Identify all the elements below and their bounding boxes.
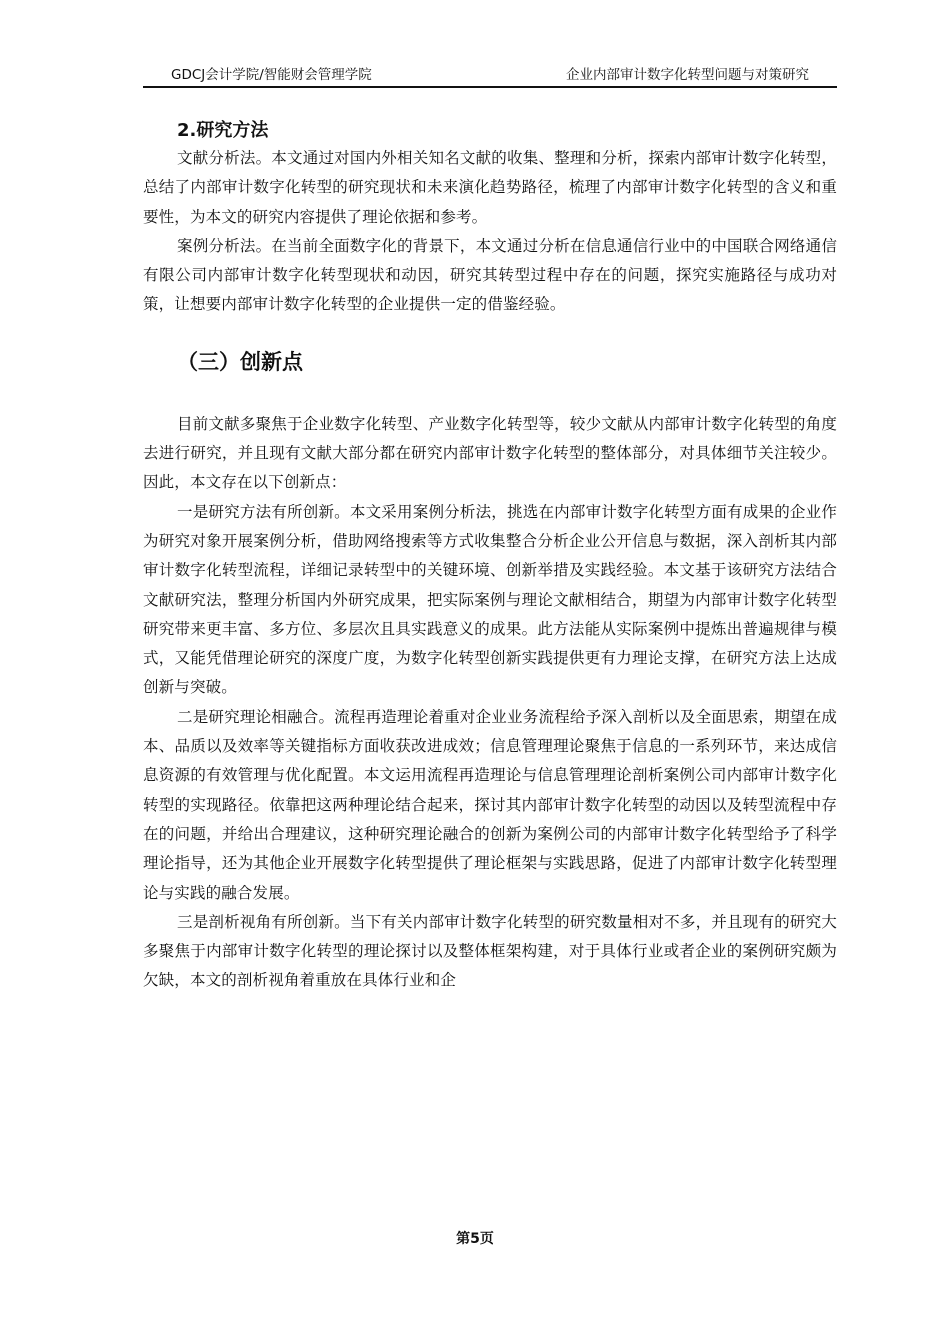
spacer [143,377,837,410]
paragraph-innovation-intro: 目前文献多聚焦于企业数字化转型、产业数字化转型等，较少文献从内部审计数字化转型的角度去进行研究，并且现有文献大部分都在研究内部审计数字化转型的整体部分，对具体细节关注较少。因此，本文存在以下创新点： [143,414,837,492]
paragraph-case-analysis: 案例分析法。在当前全面数字化的背景下，本文通过分析在信息通信行业中的中国联合网络通信有限公司内部审计数字化转型现状和动因，研究其转型过程中存在的问题，探究实施路径与成功对策，让想要内部审计数字化转型的企业提供一定的借鉴经验。 [143,236,837,314]
page-header [143,66,837,86]
method-heading: 2.研究方法 [177,120,269,141]
header-institution: GDCJ会计学院/智能财会管理学院 [171,67,372,83]
innovation-heading: （三）创新点 [177,349,303,374]
header-thesis-title: 企业内部审计数字化转型问题与对策研究 [566,67,809,83]
header-rule [143,86,837,88]
paragraph-innovation-method: 一是研究方法有所创新。本文采用案例分析法，挑选在内部审计数字化转型方面有成果的企业作为研究对象开展案例分析，借助网络搜索等方式收集整合分析企业公开信息与数据，深入剖析其内部审计数字化转型流程，详细记录转型中的关键环境、创新举措及实践经验。本文基于该研究方法结合文献研究法，整理分析国内外研究成果，把实际案例与理论文献相结合，期望为内部审计数字化转型研究带来更丰富、多方位、多层次且具实践意义的成果。此方法能从实际案例中提炼出普遍规律与模式，又能凭借理论研究的深度广度，为数字化转型创新实践提供更有力理论支撑，在研究方法上达成创新与突破。 [143,502,837,697]
page-number: 第5页 [456,1231,494,1247]
paragraph-innovation-theory: 二是研究理论相融合。流程再造理论着重对企业业务流程给予深入剖析以及全面思索，期望在成本、品质以及效率等关键指标方面收获改进成效；信息管理理论聚焦于信息的一系列环节，来达成信息资源的有效管理与优化配置。本文运用流程再造理论与信息管理理论剖析案例公司内部审计数字化转型的实现路径。依靠把这两种理论结合起来，探讨其内部审计数字化转型的动因以及转型流程中存在的问题，并给出合理建议，这种研究理论融合的创新为案例公司的内部审计数字化转型给予了科学理论指导，还为其他企业开展数字化转型提供了理论框架与实践思路，促进了内部审计数字化转型理论与实践的融合发展。 [143,707,837,902]
paragraph-innovation-perspective: 三是剖析视角有所创新。当下有关内部审计数字化转型的研究数量相对不多，并且现有的研究大多聚焦于内部审计数字化转型的理论探讨以及整体框架构建，对于具体行业或者企业的案例研究颇为欠缺，本文的剖析视角着重放在具体行业和企 [143,912,837,990]
page-body [143,118,837,996]
spacer [143,320,837,347]
paragraph-literature-analysis: 文献分析法。本文通过对国内外相关知名文献的收集、整理和分析，探索内部审计数字化转型，总结了内部审计数字化转型的研究现状和未来演化趋势路径，梳理了内部审计数字化转型的含义和重要性，为本文的研究内容提供了理论依据和参考。 [143,149,837,226]
